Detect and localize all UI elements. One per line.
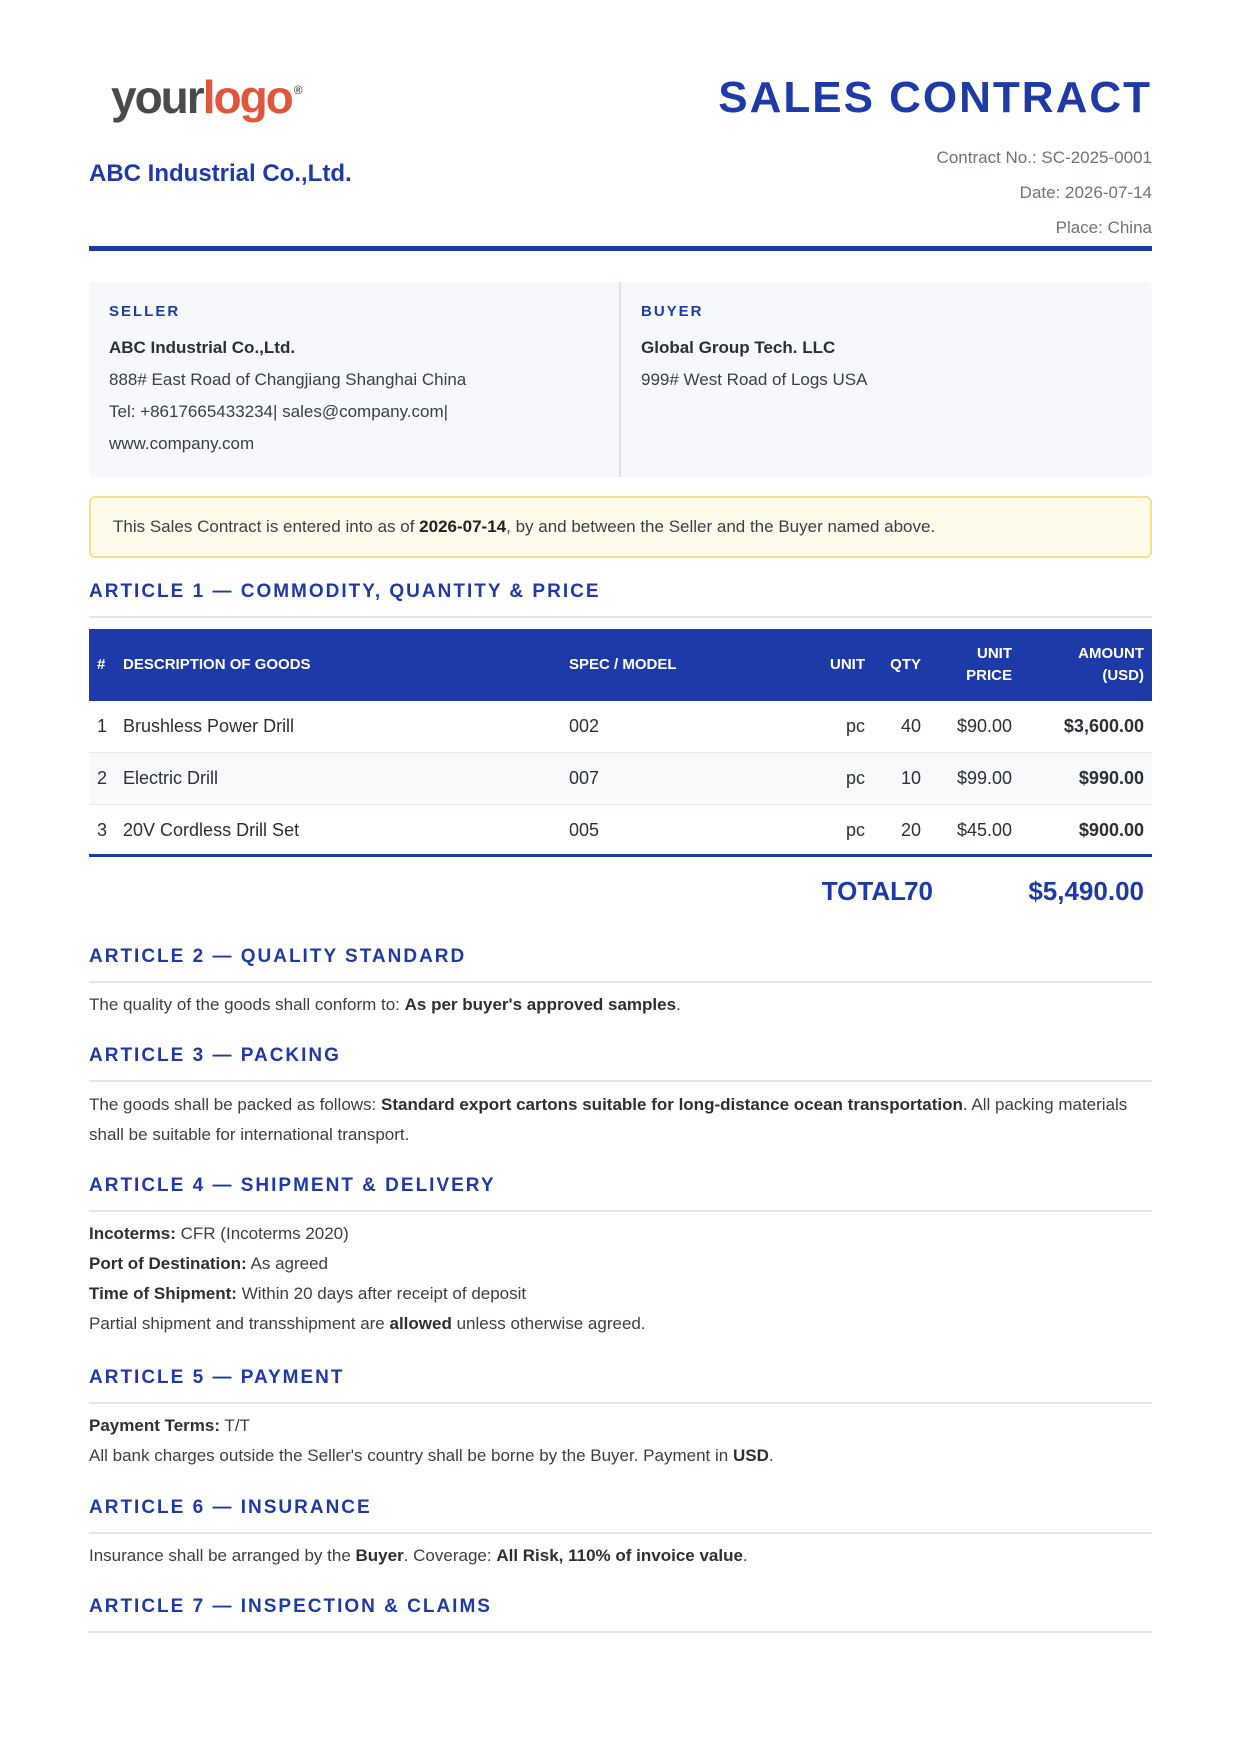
contract-meta	[937, 146, 1152, 251]
col-header-qty: QTY	[890, 656, 922, 673]
parties-panel	[89, 282, 1152, 477]
packing-text-start: The goods shall be packed as follows:	[89, 1095, 382, 1114]
quality-standard: As per buyer's approved samples	[404, 995, 677, 1014]
row-amount: $900.00	[1078, 820, 1144, 840]
port-value: As agreed	[246, 1254, 328, 1273]
table-row	[89, 805, 1152, 857]
insurance-coverage: All Risk, 110% of invoice value	[496, 1546, 743, 1565]
col-header-number: #	[97, 656, 106, 673]
col-header-unit-price	[929, 629, 1020, 701]
partial-text-start: Partial shipment and transshipment are	[89, 1314, 390, 1333]
row-unit: pc	[846, 820, 866, 840]
unit-price-line2: PRICE	[966, 667, 1013, 684]
insurance-text-end: .	[742, 1546, 748, 1565]
buyer-address: 999# West Road of Logs USA	[641, 370, 868, 389]
intro-text-end: , by and between the Seller and the Buyer named above.	[506, 517, 936, 536]
row-qty: 10	[873, 753, 929, 805]
total-label: TOTAL	[821, 876, 906, 906]
intro-note	[89, 496, 1152, 558]
goods-table	[89, 629, 1152, 856]
intro-date: 2026-07-14	[419, 517, 507, 536]
payment-terms-value: T/T	[220, 1416, 250, 1435]
insurance-text-middle: . Coverage:	[403, 1546, 497, 1565]
intro-text-start: This Sales Contract is entered into as of	[113, 517, 420, 536]
port-line	[89, 1249, 1152, 1279]
row-description: Electric Drill	[115, 753, 561, 805]
col-header-unit: UNIT	[830, 656, 866, 673]
contract-number: Contract No.: SC-2025-0001	[936, 148, 1152, 167]
row-number: 1	[89, 701, 115, 753]
row-spec: 005	[569, 820, 600, 840]
article-2-heading: ARTICLE 2 — QUALITY STANDARD	[89, 945, 1152, 983]
row-unit: pc	[807, 753, 873, 805]
row-amount: $3,600.00	[1020, 701, 1152, 753]
seller-name: ABC Industrial Co.,Ltd.	[109, 338, 296, 357]
amount-line1: AMOUNT	[1078, 645, 1144, 662]
table-row	[89, 753, 1152, 805]
amount-line2: (USD)	[1102, 667, 1144, 684]
shipment-time-value: Within 20 days after receipt of deposit	[236, 1284, 527, 1303]
seller-label: SELLER	[109, 303, 181, 320]
bank-charges-line	[89, 1441, 1152, 1471]
row-unit: pc	[807, 701, 873, 753]
insurance-party: Buyer	[355, 1546, 404, 1565]
row-unit-price: $99.00	[929, 753, 1020, 805]
total-amount: $5,490.00	[1028, 876, 1144, 906]
row-description: 20V Cordless Drill Set	[123, 820, 300, 840]
col-header-spec: SPEC / MODEL	[569, 656, 677, 673]
article-6-heading: ARTICLE 6 — INSURANCE	[89, 1496, 1152, 1534]
row-number: 3	[97, 820, 108, 840]
seller-website: www.company.com	[109, 434, 255, 453]
contract-place: Place: China	[1055, 218, 1152, 237]
article-7-heading: ARTICLE 7 — INSPECTION & CLAIMS	[89, 1595, 1152, 1633]
quality-text-end: .	[676, 995, 681, 1014]
charges-text-start: All bank charges outside the Seller's country shall be borne by the Buyer. Payment in	[89, 1446, 733, 1465]
row-number: 2	[89, 753, 115, 805]
seller-address: 888# East Road of Changjiang Shanghai China	[109, 370, 467, 389]
shipment-time-label: Time of Shipment:	[89, 1284, 237, 1303]
incoterms-label: Incoterms:	[89, 1224, 176, 1243]
col-header-amount	[1020, 629, 1152, 701]
buyer-name: Global Group Tech. LLC	[641, 338, 836, 357]
table-row	[89, 701, 1152, 753]
total-quantity: 70	[904, 876, 933, 906]
payment-terms-label: Payment Terms:	[89, 1416, 221, 1435]
packing-clause	[89, 1090, 1152, 1150]
company-name: ABC Industrial Co.,Ltd.	[89, 160, 352, 187]
article-3-heading: ARTICLE 3 — PACKING	[89, 1044, 1152, 1082]
document-title: SALES CONTRACT	[718, 73, 1152, 122]
row-description: Brushless Power Drill	[115, 701, 561, 753]
contract-date: Date: 2026-07-14	[1019, 183, 1152, 202]
incoterms-line	[89, 1219, 1152, 1249]
header-divider	[89, 246, 1152, 251]
registered-mark: ®	[293, 83, 303, 97]
payment-terms-line	[89, 1411, 1152, 1441]
buyer-label: BUYER	[641, 303, 704, 320]
insurance-text-start: Insurance shall be arranged by the	[89, 1546, 356, 1565]
incoterms-value: CFR (Incoterms 2020)	[175, 1224, 349, 1243]
quality-clause	[89, 990, 1152, 1020]
seller-block	[89, 282, 621, 477]
port-label: Port of Destination:	[89, 1254, 247, 1273]
shipment-clause	[89, 1219, 1152, 1339]
row-qty: 20	[900, 820, 922, 840]
row-unit-price: $45.00	[956, 820, 1013, 840]
logo-text-logo: logo	[202, 71, 292, 123]
shipment-time-line	[89, 1279, 1152, 1309]
row-spec: 002	[561, 701, 807, 753]
packing-method: Standard export cartons suitable for long-distance ocean transportation	[381, 1095, 963, 1114]
packing-text-end: . All packing materials shall be suitable for international transport.	[89, 1095, 1128, 1144]
article-1-heading: ARTICLE 1 — COMMODITY, QUANTITY & PRICE	[89, 580, 1152, 618]
insurance-clause	[89, 1541, 1152, 1571]
unit-price-line1: UNIT	[977, 645, 1013, 662]
company-logo	[111, 71, 303, 123]
buyer-block	[621, 282, 1152, 477]
table-header-row	[89, 629, 1152, 701]
table-bottom-rule	[89, 854, 1152, 857]
article-4-heading: ARTICLE 4 — SHIPMENT & DELIVERY	[89, 1174, 1152, 1212]
article-5-heading: ARTICLE 5 — PAYMENT	[89, 1366, 1152, 1404]
quality-text-start: The quality of the goods shall conform to:	[89, 995, 405, 1014]
col-header-description: DESCRIPTION OF GOODS	[123, 656, 311, 673]
row-spec: 007	[561, 753, 807, 805]
row-amount: $990.00	[1020, 753, 1152, 805]
partial-shipment-line	[89, 1309, 1152, 1339]
partial-text-end: unless otherwise agreed.	[451, 1314, 646, 1333]
payment-currency: USD	[732, 1446, 769, 1465]
partial-allowed: allowed	[389, 1314, 452, 1333]
row-unit-price: $90.00	[929, 701, 1020, 753]
charges-text-end: .	[768, 1446, 774, 1465]
row-qty: 40	[873, 701, 929, 753]
payment-clause	[89, 1411, 1152, 1471]
seller-contact: Tel: +8617665433234| sales@company.com|	[109, 402, 449, 421]
logo-text-your: your	[111, 71, 203, 123]
